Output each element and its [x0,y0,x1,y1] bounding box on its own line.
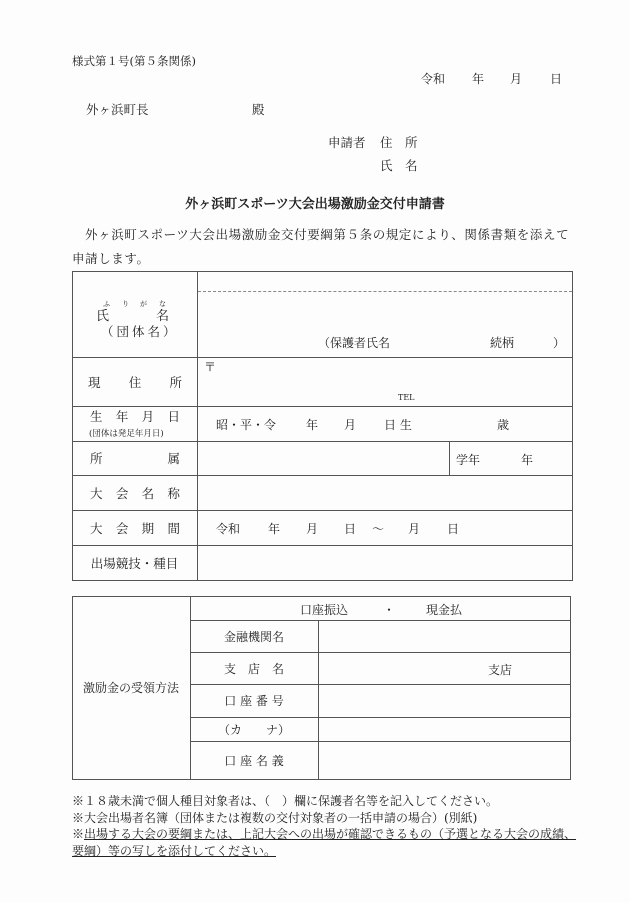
postal-mark-icon: 〒 [204,360,217,374]
birth-label-char: 日 [167,409,180,424]
period-end-day-unit: 日 [447,522,460,536]
date-era: 令和 [421,72,446,86]
note-mark: ※ [72,827,85,841]
bank-name-label: 金融機関名 [223,629,284,644]
group-name-label: （団体名） [101,324,179,339]
event-label: 出場競技・種目 [90,555,179,571]
note-attachment-text: 出場する大会の要綱または、上記大会への出場が確認できるもの（予選となる大会の成績、要綱）等の写しを添付してください。 [72,827,577,858]
date-day: 日 [550,72,563,86]
affiliation-input[interactable] [199,443,447,473]
tournament-period-label-char: 期 [141,520,155,536]
tournament-name-label-char: 名 [141,485,155,501]
tournament-name-label-char: 称 [167,485,180,501]
kana-label: （カ ナ） [217,722,290,737]
birth-label-char: 生 [90,409,103,424]
applicant-name-label: 氏 名 [380,158,418,173]
table-border [72,271,73,581]
period-tilde: ～ [372,522,385,536]
age-unit: 歳 [497,418,510,432]
addressee: 外ヶ浜町長 [86,102,149,117]
relation-label: 続柄 [490,336,515,350]
birth-year-unit: 年 [306,418,319,432]
address-label-char: 所 [169,374,182,390]
address-input[interactable] [199,359,571,404]
tournament-period-label-char: 間 [167,520,180,536]
table-border [72,271,573,272]
era-options[interactable]: 昭・平・令 [216,418,277,432]
period-year-unit: 年 [268,522,281,536]
intro-text [72,223,577,271]
account-holder-input[interactable] [320,743,569,778]
honorific: 殿 [252,102,265,117]
affiliation-label-char: 属 [167,451,180,466]
table-border [197,271,198,581]
birth-day-unit: 日 生 [384,418,412,432]
document-title: 外ヶ浜町スポーツ大会出場激励金交付申請書 [185,197,445,212]
furigana-1: ふ [103,300,110,308]
applicant-address-label: 住 所 [380,135,418,150]
period-end-month-unit: 月 [408,522,421,536]
account-holder-label: 口 座 名 義 [224,753,284,768]
tournament-period-label-char: 会 [115,520,129,536]
form-number: 様式第１号(第５条関係) [72,54,196,68]
furigana-4: な [159,300,166,308]
name-label-left: 氏 [96,309,110,324]
furigana-divider [198,291,572,292]
affiliation-label-char: 所 [90,451,103,466]
furigana-input[interactable] [199,273,571,290]
branch-suffix: 支店 [488,663,513,677]
note-roster: ※大会出場者名簿（団体または複数の交付対象者の一括申請の場合）(別紙) [72,810,478,825]
applicant-label: 申請者 [328,135,366,150]
tournament-name-label-char: 大 [90,485,103,501]
period-day-unit: 日 [344,522,357,536]
intro-text-content: 外ヶ浜町スポーツ大会出場激励金交付要綱第５条の規定により、関係書類を添えて申請します。 [72,227,570,266]
period-era: 令和 [216,522,241,536]
grade-label: 学年 [456,453,481,467]
address-label-char: 住 [128,374,142,390]
account-number-label: 口 座 番 号 [224,694,284,708]
tournament-name-label [90,475,180,510]
tournament-name-input[interactable] [199,477,571,508]
birth-month-unit: 月 [344,418,357,432]
furigana-2: り [122,300,129,308]
table-border [572,271,573,581]
period-month-unit: 月 [306,522,319,536]
address-label [88,357,182,406]
branch-name-input[interactable] [320,654,569,683]
birth-sub-label: (団体は発足年月日) [89,429,164,439]
tel-mark: TEL [398,393,415,402]
bank-name-input[interactable] [320,622,569,651]
tournament-period-label-char: 大 [90,520,103,536]
table-border [72,580,573,581]
table-border [570,596,571,780]
birth-label-char: 年 [115,409,129,424]
table-border [449,441,450,475]
birth-label [90,407,180,425]
table-border [72,779,571,780]
date-year: 年 [472,72,485,86]
option-separator: ・ [383,603,396,617]
option-cash[interactable]: 現金払 [426,603,463,617]
furigana-3: が [140,300,147,308]
note-guardian: ※１８歳未満で個人種目対象者は、（ ）欄に保護者名等を記入してください。 [72,794,499,808]
kana-input[interactable] [320,719,569,740]
event-input[interactable] [199,547,571,578]
address-label-char: 現 [88,374,101,390]
close-paren: ） [553,336,566,350]
tournament-period-label [90,510,180,545]
grade-unit: 年 [521,453,534,467]
account-number-input[interactable] [320,686,569,716]
guardian-label: （保護者氏名 [318,336,391,350]
notes [72,793,582,859]
name-input[interactable] [199,293,571,328]
birth-label-char: 月 [141,409,155,424]
tournament-name-label-char: 会 [115,485,129,501]
name-label-right: 名 [156,309,170,324]
date-month: 月 [510,72,523,86]
branch-name-label: 支 店 名 [223,661,284,676]
table-border [318,620,319,780]
affiliation-label [90,441,180,475]
payment-method-label: 激励金の受領方法 [82,681,179,695]
note-attachment [72,826,582,859]
option-bank-transfer[interactable]: 口座振込 [300,603,349,617]
